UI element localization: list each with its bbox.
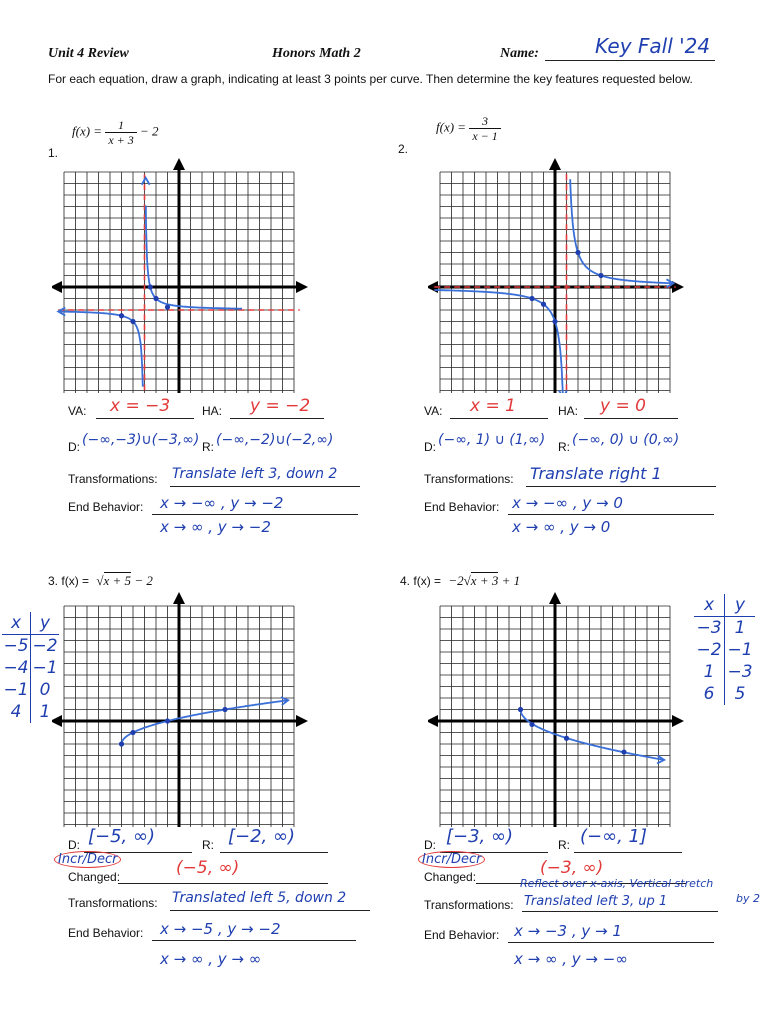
p1-d-label: D: bbox=[68, 440, 80, 454]
p4-inc-value: (−3, ∞) bbox=[540, 858, 604, 878]
p3-trans-value: Translated left 5, down 2 bbox=[172, 890, 347, 906]
p2-trans-line bbox=[526, 486, 716, 487]
x-axis-arrow-right bbox=[296, 281, 308, 293]
y-axis-arrow-top bbox=[173, 158, 185, 170]
p3-end-line bbox=[152, 940, 356, 941]
p4-r-line bbox=[574, 852, 682, 853]
p2-r-label: R: bbox=[558, 440, 570, 454]
p4-table-cell: 5 bbox=[734, 684, 746, 704]
p1-va-label: VA: bbox=[68, 404, 87, 418]
p3-table-cell: 0 bbox=[39, 680, 51, 700]
p2-equation bbox=[436, 114, 501, 143]
p3-radicand: x + 5 bbox=[103, 573, 132, 588]
p2-fx: f(x) = bbox=[436, 119, 467, 135]
graph-3 bbox=[52, 592, 314, 827]
p3-table-cell: −5 bbox=[2, 635, 31, 657]
plot-point bbox=[222, 707, 227, 712]
p3-table-cell: −4 bbox=[2, 657, 31, 679]
p4-r-label: R: bbox=[558, 838, 570, 852]
p2-ha-label: HA: bbox=[558, 404, 579, 418]
p4-end1: x → −3 , y → 1 bbox=[514, 922, 622, 940]
p2-end2: x → ∞ , y → 0 bbox=[512, 518, 611, 536]
p3-r-line bbox=[220, 852, 328, 853]
plot-point bbox=[598, 273, 603, 278]
p4-end-line bbox=[508, 942, 714, 943]
p4-table-cell: −3 bbox=[694, 617, 725, 639]
plot-point bbox=[148, 284, 153, 289]
p4-incdec-text: Incr/Decr bbox=[418, 851, 485, 868]
p4-table-cell: 6 bbox=[694, 683, 725, 705]
p1-end-line bbox=[152, 514, 358, 515]
name-value: Key Fall '24 bbox=[595, 34, 711, 58]
curve bbox=[521, 710, 665, 760]
p2-trans-value: Translate right 1 bbox=[530, 464, 662, 483]
p3-inc-value: (−5, ∞) bbox=[176, 858, 240, 878]
p4-d-label: D: bbox=[424, 838, 436, 852]
p3-changed-line bbox=[118, 883, 328, 884]
p1-ha-line bbox=[230, 418, 324, 419]
y-axis-arrow-top bbox=[549, 158, 561, 170]
p1-r-value: (−∞,−2)∪(−2,∞) bbox=[216, 432, 334, 448]
x-axis-arrow-right bbox=[672, 715, 684, 727]
plot-point bbox=[541, 302, 546, 307]
plot-point bbox=[529, 722, 534, 727]
p1-fx: f(x) = bbox=[72, 123, 103, 139]
plot-point bbox=[165, 718, 170, 723]
p4-number: 4. bbox=[400, 574, 411, 588]
p3-r-value: [−2, ∞) bbox=[228, 826, 296, 847]
p2-number: 2. bbox=[398, 142, 409, 156]
p1-ha-label: HA: bbox=[202, 404, 223, 418]
instructions: For each equation, draw a graph, indicating at least 3 points per curve. Then determine the key features requested below. bbox=[48, 72, 693, 86]
curve-left bbox=[58, 312, 143, 387]
p1-number: 1. bbox=[48, 146, 59, 160]
p1-end1: x → −∞ , y → −2 bbox=[160, 494, 284, 512]
p1-tail: − 2 bbox=[140, 123, 159, 139]
p4-table-cell: −1 bbox=[727, 640, 753, 660]
p1-trans-label: Transformations: bbox=[68, 472, 158, 486]
p3-trans-label: Transformations: bbox=[68, 896, 158, 910]
plot-point bbox=[552, 319, 557, 324]
p3-table-cell: −1 bbox=[32, 658, 58, 678]
p1-va-value: x = −3 bbox=[110, 396, 171, 416]
p3-changed-label: Changed: bbox=[68, 870, 121, 884]
p1-va-line bbox=[96, 418, 194, 419]
p1-trans-line bbox=[170, 486, 360, 487]
p3-d-value: [−5, ∞) bbox=[88, 826, 156, 847]
p3-table-y-header: y bbox=[31, 612, 59, 635]
p4-coef: −2 bbox=[448, 573, 464, 588]
p4-extra-transform-2: by 2 bbox=[736, 892, 760, 905]
p2-r-value: (−∞, 0) ∪ (0,∞) bbox=[572, 432, 680, 448]
plot-point bbox=[621, 749, 626, 754]
plot-point bbox=[153, 296, 158, 301]
plot-point bbox=[575, 250, 580, 255]
p2-den: x − 1 bbox=[472, 129, 498, 143]
p3-table-cell: −1 bbox=[2, 679, 31, 701]
p4-trans-label: Transformations: bbox=[424, 898, 514, 912]
p3-d-label: D: bbox=[68, 838, 80, 852]
p1-trans-value: Translate left 3, down 2 bbox=[172, 466, 338, 482]
graph-1 bbox=[52, 158, 314, 393]
p4-table-y-header: y bbox=[725, 594, 755, 617]
plot-point bbox=[564, 736, 569, 741]
p4-extra-transform: Reflect over x-axis, Vertical stretch bbox=[520, 877, 714, 890]
p3-table-cell: 1 bbox=[39, 702, 51, 722]
plot-point bbox=[165, 305, 170, 310]
p1-end-label: End Behavior: bbox=[68, 500, 144, 514]
plot-point bbox=[130, 730, 135, 735]
p4-r-value: (−∞, 1] bbox=[580, 826, 648, 847]
course-title: Honors Math 2 bbox=[272, 46, 361, 61]
p4-tail: + 1 bbox=[501, 573, 521, 588]
p4-trans-value: Translated left 3, up 1 bbox=[524, 894, 668, 909]
p4-fx: f(x) = bbox=[413, 574, 442, 588]
p3-r-label: R: bbox=[202, 838, 214, 852]
p1-equation bbox=[72, 118, 159, 147]
p4-changed-label: Changed: bbox=[424, 870, 477, 884]
p3-tail: − 2 bbox=[134, 573, 153, 588]
p3-table bbox=[2, 612, 59, 723]
p1-num: 1 bbox=[105, 118, 136, 133]
p4-incdec-label bbox=[418, 852, 485, 867]
p2-end-line bbox=[508, 514, 714, 515]
x-axis-arrow-left bbox=[428, 715, 438, 727]
p2-va-line bbox=[450, 418, 548, 419]
name-line bbox=[545, 60, 715, 61]
p4-table-cell: 1 bbox=[694, 661, 725, 683]
plot-point bbox=[130, 319, 135, 324]
p2-d-label: D: bbox=[424, 440, 436, 454]
p4-equation: 4. f(x) = −2√x + 3 + 1 bbox=[400, 573, 521, 588]
p4-trans-line bbox=[522, 911, 718, 912]
p2-va-label: VA: bbox=[424, 404, 443, 418]
p4-table bbox=[694, 594, 755, 705]
p1-den: x + 3 bbox=[108, 133, 134, 147]
p4-table-cell: 1 bbox=[734, 618, 746, 638]
p3-trans-line bbox=[170, 910, 370, 911]
p3-table-cell: 4 bbox=[2, 701, 31, 723]
p3-table-x-header: x bbox=[2, 612, 31, 635]
y-axis-arrow-top bbox=[549, 592, 561, 604]
plot-point bbox=[518, 707, 523, 712]
p3-end2: x → ∞ , y → ∞ bbox=[160, 950, 262, 968]
p3-fx: f(x) = bbox=[61, 574, 90, 588]
p2-d-value: (−∞, 1) ∪ (1,∞) bbox=[438, 432, 546, 448]
name-label: Name: bbox=[500, 46, 539, 61]
curve-right bbox=[146, 206, 242, 309]
p1-r-label: R: bbox=[202, 440, 214, 454]
p3-end1: x → −5 , y → −2 bbox=[160, 920, 281, 938]
plot-point bbox=[529, 296, 534, 301]
p2-ha-value: y = 0 bbox=[600, 396, 646, 416]
p3-incdec-label bbox=[54, 852, 121, 867]
plot-point bbox=[119, 313, 124, 318]
unit-title: Unit 4 Review bbox=[48, 46, 129, 61]
p4-end-label: End Behavior: bbox=[424, 928, 500, 942]
p3-table-cell: −2 bbox=[32, 636, 58, 656]
p2-ha-line bbox=[584, 418, 678, 419]
p3-number: 3. bbox=[48, 574, 59, 588]
p4-radicand: x + 3 bbox=[470, 573, 499, 588]
p1-ha-value: y = −2 bbox=[250, 396, 311, 416]
x-axis-arrow-left bbox=[52, 281, 62, 293]
p2-va-value: x = 1 bbox=[470, 396, 516, 416]
p4-table-cell: −2 bbox=[694, 639, 725, 661]
p1-end2: x → ∞ , y → −2 bbox=[160, 518, 271, 536]
plot-point bbox=[119, 741, 124, 746]
p4-end2: x → ∞ , y → −∞ bbox=[514, 950, 628, 968]
p2-end1: x → −∞ , y → 0 bbox=[512, 494, 623, 512]
p4-table-x-header: x bbox=[694, 594, 725, 617]
p4-d-value: [−3, ∞) bbox=[446, 826, 514, 847]
p2-end-label: End Behavior: bbox=[424, 500, 500, 514]
p3-incdec-text: Incr/Decr bbox=[54, 851, 121, 868]
x-axis-arrow-right bbox=[296, 715, 308, 727]
graph-2 bbox=[428, 158, 690, 393]
graph-4 bbox=[428, 592, 690, 827]
p3-end-label: End Behavior: bbox=[68, 926, 144, 940]
p2-trans-label: Transformations: bbox=[424, 472, 514, 486]
y-axis-arrow-top bbox=[173, 592, 185, 604]
p4-table-cell: −3 bbox=[727, 662, 753, 682]
p2-num: 3 bbox=[469, 114, 500, 129]
p3-equation: 3. f(x) = √x + 5 − 2 bbox=[48, 573, 153, 588]
p1-d-value: (−∞,−3)∪(−3,∞) bbox=[82, 432, 200, 448]
